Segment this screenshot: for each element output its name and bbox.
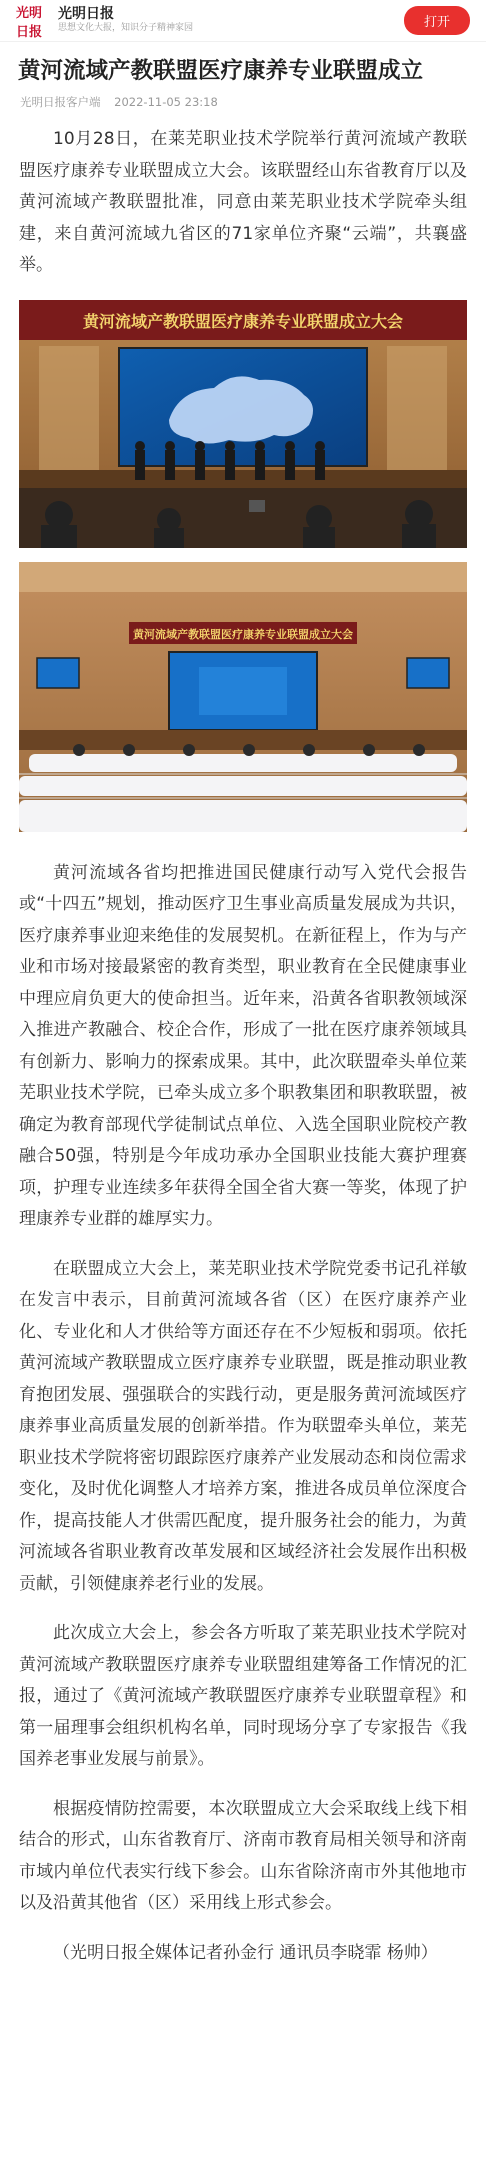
- conference-hall-photo[interactable]: [19, 562, 467, 832]
- brand-logo: 光明日报: [16, 5, 43, 40]
- brand-name: 光明日报: [58, 5, 114, 22]
- article-date: 2022-11-05 23:18: [114, 95, 218, 110]
- paragraph-4: 此次成立大会上，参会各方听取了莱芜职业技术学院对黄河流域产教联盟医疗康养专业联盟组建筹备工作情况的汇报，通过了《黄河流域产教联盟医疗康养专业联盟章程》和第一届理事会组织机构名单，同时现场分享了专家报告《我国养老事业发展与前景》。: [19, 1623, 467, 1770]
- open-app-button[interactable]: 打开: [404, 6, 470, 35]
- article-body: [19, 124, 467, 1969]
- brand-slogan: 思想文化大报，知识分子精神家园: [58, 23, 194, 34]
- stage-banner-text: 黄河流域产教联盟医疗康养专业联盟成立大会: [82, 311, 404, 331]
- hall-banner-text: 黄河流域产教联盟医疗康养专业联盟成立大会: [133, 627, 353, 641]
- paragraph-5: 根据疫情防控需要，本次联盟成立大会采取线上线下相结合的形式，山东省教育厅、济南市教育局相关领导和济南市域内单位代表实行线下参会。山东省除济南市外其他地市以及沿黄其他省（区）采用线上形式参会。: [19, 1798, 467, 1914]
- article-byline: （光明日报全媒体记者孙金行 通讯员李晓霏 杨帅）: [53, 1942, 438, 1963]
- paragraph-2: 黄河流域各省均把推进国民健康行动写入党代会报告或“十四五”规划，推动医疗卫生事业高质量发展成为共识，医疗康养事业迎来绝佳的发展契机。在新征程上，作为与产业和市场对接最紧密的教育类型，职业教育在全民健康事业中理应肩负更大的使命担当。近年来，沿黄各省职教领域深入推进产教融合、校企合作，形成了一批在医疗康养领域具有创新力、影响力的探索成果。其中，此次联盟牵头单位莱芜职业技术学院，已牵头成立多个职教集团和职教联盟，被确定为教育部现代学徒制试点单位、入选全国职业院校产教融合50强，特别是今年成功承办全国职业技能大赛护理赛项，护理专业连续多年获得全国全省大赛一等奖，体现了护理康养专业群的雄厚实力。: [19, 862, 467, 1230]
- app-banner: [0, 0, 486, 42]
- brand-block: [58, 7, 193, 34]
- article-title: 黄河流域产教联盟医疗康养专业联盟成立: [18, 58, 424, 84]
- conference-stage-photo[interactable]: [19, 300, 467, 548]
- paragraph-1: 10月28日，在莱芜职业技术学院举行黄河流域产教联盟医疗康养专业联盟成立大会。该联盟经山东省教育厅以及黄河流域产教联盟批准，同意由莱芜职业技术学院牵头组建，来自黄河流域九省区的71家单位齐聚“云端”，共襄盛举。: [19, 129, 467, 276]
- article-source: 光明日报客户端: [20, 95, 101, 110]
- article-meta: [20, 94, 466, 110]
- paragraph-3: 在联盟成立大会上，莱芜职业技术学院党委书记孔祥敏在发言中表示，目前黄河流域各省（区）在医疗康养产业化、专业化和人才供给等方面还存在不少短板和弱项。依托黄河流域产教联盟成立医疗康养专业联盟，既是推动职业教育抱团发展、强强联合的实践行动，更是服务黄河流域医疗康养事业高质量发展的创新举措。作为联盟牵头单位，莱芜职业技术学院将密切跟踪医疗康养产业发展动态和岗位需求变化，及时优化调整人才培养方案，推进各成员单位深度合作，提高技能人才供需匹配度，提升服务社会的能力，为黄河流域各省职业教育改革发展和区域经济社会发展作出积极贡献，引领健康养老行业的发展。: [19, 1258, 467, 1594]
